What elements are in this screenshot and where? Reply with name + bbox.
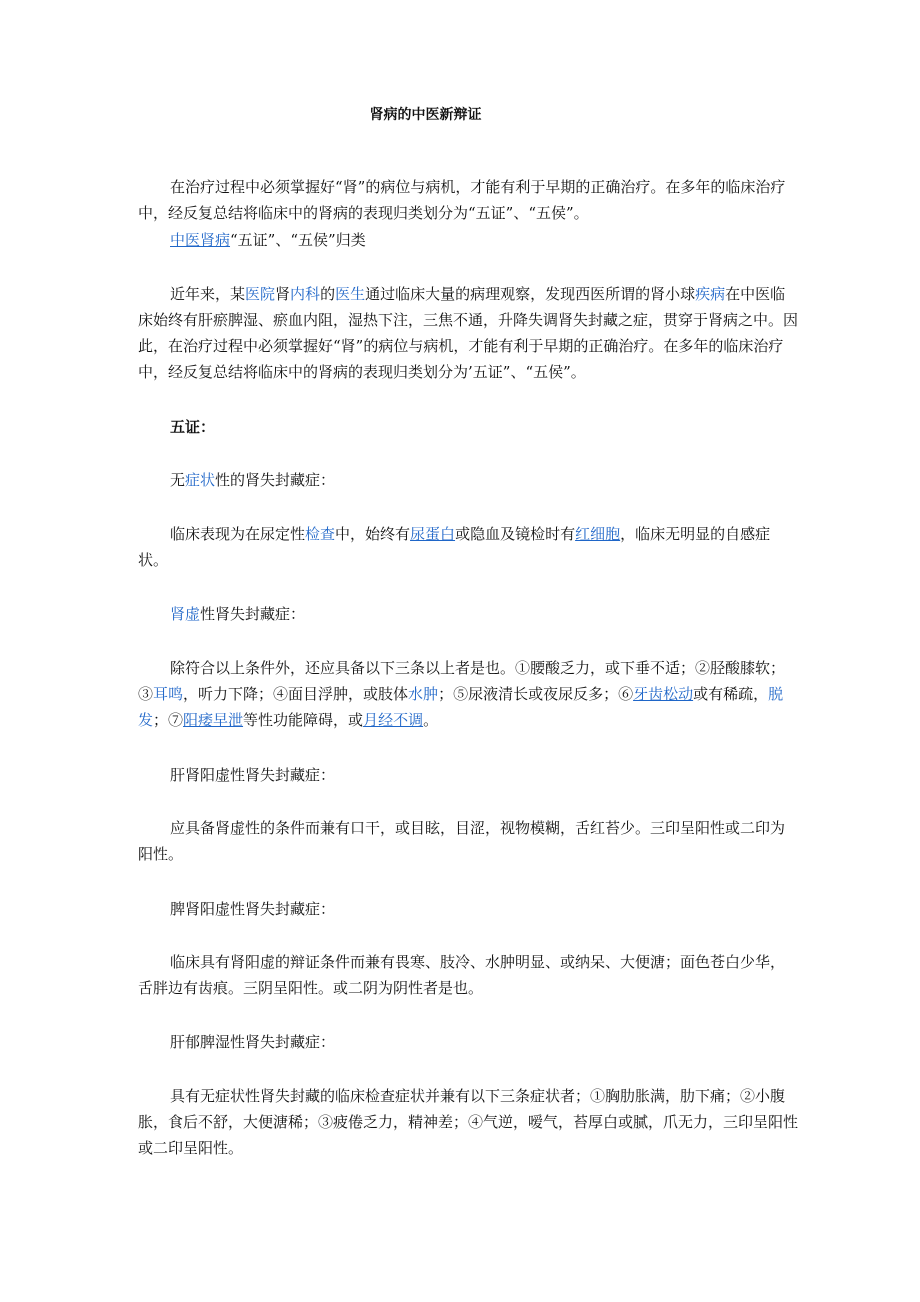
syndrome-3-body: 应具备肾虚性的条件而兼有口干，或目眩，目涩，视物模糊，舌红苔少。三印呈阳性或二印为阳性。 [138, 819, 786, 863]
subheading-text: “五证”、“五侯”归类 [230, 231, 366, 249]
text: 在中医临床始终有肝瘀脾湿、瘀血内阻，湿热下注，三焦不通，升降失调肾失封藏之症，贯穿于肾病之中。因此，在治疗过程中必须掌握好“肾”的病位与病机，才能有利于早期的正确治疗。在多年的临床治疗中，经反复总结将临床中的肾病的表现归类划分为’五证”、“五侯”。 [138, 285, 799, 381]
syndrome-4-title: 脾肾阳虚性肾失封藏症： [170, 900, 336, 918]
text: 通过临床大量的病理观察，发现西医所谓的肾小球 [365, 285, 696, 303]
paragraph-background [138, 281, 798, 385]
link-hair-loss[interactable]: 脱发 [138, 685, 784, 729]
intro-paragraph [138, 174, 798, 226]
syndrome-3-title: 肝肾阳虚性肾失封藏症： [170, 766, 336, 784]
text: 中，始终有 [335, 525, 411, 543]
link-kidney-deficiency[interactable]: 肾虚 [170, 605, 201, 623]
link-irregular-menstruation[interactable]: 月经不调 [363, 711, 424, 729]
syndrome-1-body [138, 521, 798, 573]
syndrome-4-body: 临床具有肾阳虚的辩证条件而兼有畏寒、肢冷、水肿明显、或纳呆、大便溏；面色苍白少华，舌胖边有齿痕。三阴呈阳性。或二阴为阴性者是也。 [138, 953, 786, 997]
link-doctor[interactable]: 医生 [335, 285, 366, 303]
link-tinnitus[interactable]: 耳鸣 [153, 685, 184, 703]
text: ；⑤尿液清长或夜尿反多；⑥ [438, 685, 634, 703]
syndrome-2-body [138, 655, 798, 733]
link-red-blood-cell[interactable]: 红细胞 [575, 525, 621, 543]
text: ，听力下降；④面目浮肿，或肢体 [183, 685, 409, 703]
text: 的 [320, 285, 336, 303]
text: ；⑦ [153, 711, 184, 729]
link-zhongyi-shenbing[interactable]: 中医肾病 [170, 231, 231, 249]
syndrome-2-title [138, 601, 798, 627]
section-subheading [138, 227, 798, 253]
link-hospital[interactable]: 医院 [245, 285, 276, 303]
text: 性肾失封藏症： [200, 605, 306, 623]
syndrome-1-title [138, 467, 798, 493]
link-internal-medicine[interactable]: 内科 [290, 285, 321, 303]
link-examination[interactable]: 检查 [305, 525, 336, 543]
text: 近年来，某 [170, 285, 246, 303]
text: 肾 [275, 285, 291, 303]
link-impotence[interactable]: 阳痿早泄 [183, 711, 244, 729]
link-disease[interactable]: 疾病 [695, 285, 726, 303]
syndrome-5-title: 肝郁脾湿性肾失封藏症： [170, 1033, 336, 1051]
text: 临床表现为在尿定性 [170, 525, 306, 543]
document-title: 肾病的中医新辩证 [369, 107, 482, 123]
link-urine-protein[interactable]: 尿蛋白 [410, 525, 456, 543]
intro-text: 在治疗过程中必须掌握好“肾”的病位与病机，才能有利于早期的正确治疗。在多年的临床治疗中，经反复总结将临床中的肾病的表现归类划分为“五证”、“五侯”。 [138, 178, 786, 222]
text: 或隐血及镜检时有 [455, 525, 576, 543]
syndrome-5-body: 具有无症状性肾失封藏的临床检查症状并兼有以下三条症状者；①胸肋胀满，肋下痛；②小腹胀，食后不舒，大便溏稀；③疲倦乏力，精神差；④气逆，嗳气，苔厚白或腻，爪无力，三印呈阳性或二印呈阳性。 [138, 1087, 799, 1157]
link-loose-teeth[interactable]: 牙齿松动 [633, 685, 694, 703]
link-symptom[interactable]: 症状 [185, 471, 216, 489]
text: 性的肾失封藏症： [215, 471, 336, 489]
text: 除符合以上条件外，还应具备以下三条以上者是也。①腰酸乏力，或下垂不适；②胫酸膝软；③ [138, 659, 786, 703]
link-edema[interactable]: 水肿 [408, 685, 439, 703]
text: 或有稀疏， [693, 685, 769, 703]
text: 等性功能障碍，或 [243, 711, 364, 729]
text: 无 [170, 471, 186, 489]
wuzheng-heading: 五证： [170, 418, 216, 436]
text: ，临床无明显的自感症状。 [138, 525, 771, 569]
text: 。 [423, 711, 439, 729]
